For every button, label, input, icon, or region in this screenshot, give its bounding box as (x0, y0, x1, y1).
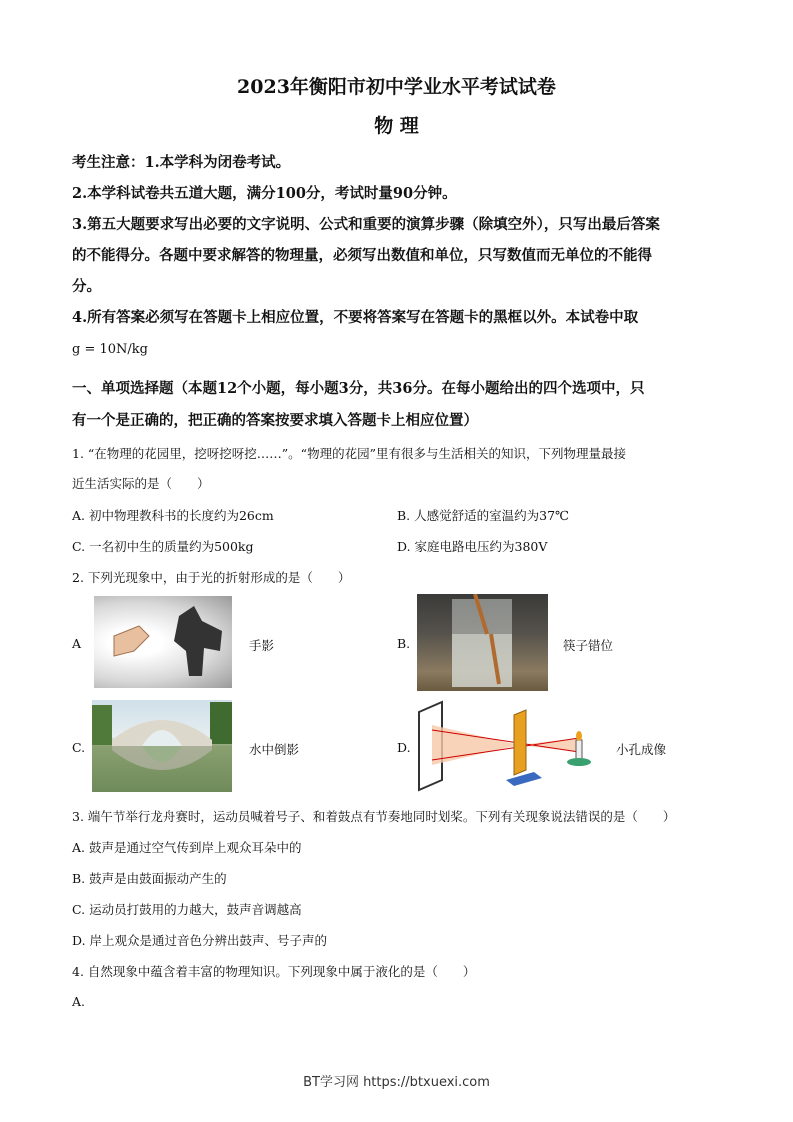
question-2-stem: 2. 下列光现象中，由于光的折射形成的是（ ） (72, 570, 351, 585)
pinhole-image (414, 700, 594, 792)
option-letter: A (72, 636, 82, 651)
hand-shadow-icon (94, 596, 232, 688)
notice-line: 3.第五大题要求写出必要的文字说明、公式和重要的演算步骤（除填空外），只写出最后答案 (72, 216, 660, 233)
gravity-constant: g = 10N/kg (72, 342, 148, 357)
notice-line: 2.本学科试卷共五道大题，满分100分，考试时量90分钟。 (72, 185, 457, 202)
option-caption: 筷子错位 (563, 638, 614, 653)
option-letter: C. (72, 740, 86, 755)
question-3-option-c: C. 运动员打鼓用的力越大，鼓声音调越高 (72, 902, 302, 917)
question-1-option-d: D. 家庭电路电压约为380V (397, 539, 548, 554)
question-1-option-b: B. 人感觉舒适的室温约为37℃ (397, 508, 570, 523)
notice-line: 的不能得分。各题中要求解答的物理量，必须写出数值和单位，只写数值而无单位的不能得 (72, 247, 652, 264)
question-4-option-a: A. (72, 994, 86, 1009)
notice-line: 分。 (72, 278, 101, 295)
question-4-stem: 4. 自然现象中蕴含着丰富的物理知识。下列现象中属于液化的是（ ） (72, 964, 476, 979)
bridge-reflection-image (92, 700, 232, 792)
question-1-option-a: A. 初中物理教科书的长度约为26cm (72, 508, 274, 523)
footer-watermark: BT学习网 https://btxuexi.com (303, 1075, 490, 1090)
option-letter: D. (397, 740, 411, 755)
question-1-stem: 近生活实际的是（ ） (72, 476, 210, 491)
chopstick-glass-image (417, 594, 548, 691)
question-1-option-c: C. 一名初中生的质量约为500kg (72, 539, 254, 554)
subject-title: 物 理 (374, 115, 419, 137)
chopstick-glass-icon (417, 594, 548, 691)
option-caption: 小孔成像 (616, 742, 667, 757)
option-letter: B. (397, 636, 411, 651)
bridge-icon (92, 700, 232, 792)
section-heading: 有一个是正确的，把正确的答案按要求填入答题卡上相应位置） (72, 412, 478, 429)
section-heading: 一、单项选择题（本题12个小题，每小题3分，共36分。在每小题给出的四个选项中，只 (72, 380, 645, 397)
question-3-option-d: D. 岸上观众是通过音色分辨出鼓声、号子声的 (72, 933, 328, 948)
question-3-option-b: B. 鼓声是由鼓面振动产生的 (72, 871, 227, 886)
question-3-stem: 3. 端午节举行龙舟赛时，运动员喊着号子、和着鼓点有节奏地同时划桨。下列有关现象说法错误的是（ ） (72, 809, 676, 824)
question-3-option-a: A. 鼓声是通过空气传到岸上观众耳朵中的 (72, 840, 302, 855)
option-caption: 水中倒影 (249, 742, 300, 757)
notice-line: 考生注意：1.本学科为闭卷考试。 (72, 154, 291, 171)
question-1-stem: 1. “在物理的花园里，挖呀挖呀挖……”。“物理的花园”里有很多与生活相关的知识，下列物理量最接 (72, 446, 626, 461)
option-caption: 手影 (249, 638, 275, 653)
exam-title: 2023年衡阳市初中学业水平考试试卷 (237, 76, 556, 98)
pinhole-camera-icon (414, 700, 594, 792)
notice-line: 4.所有答案必须写在答题卡上相应位置，不要将答案写在答题卡的黑框以外。本试卷中取 (72, 309, 639, 326)
hand-shadow-image (94, 596, 232, 688)
